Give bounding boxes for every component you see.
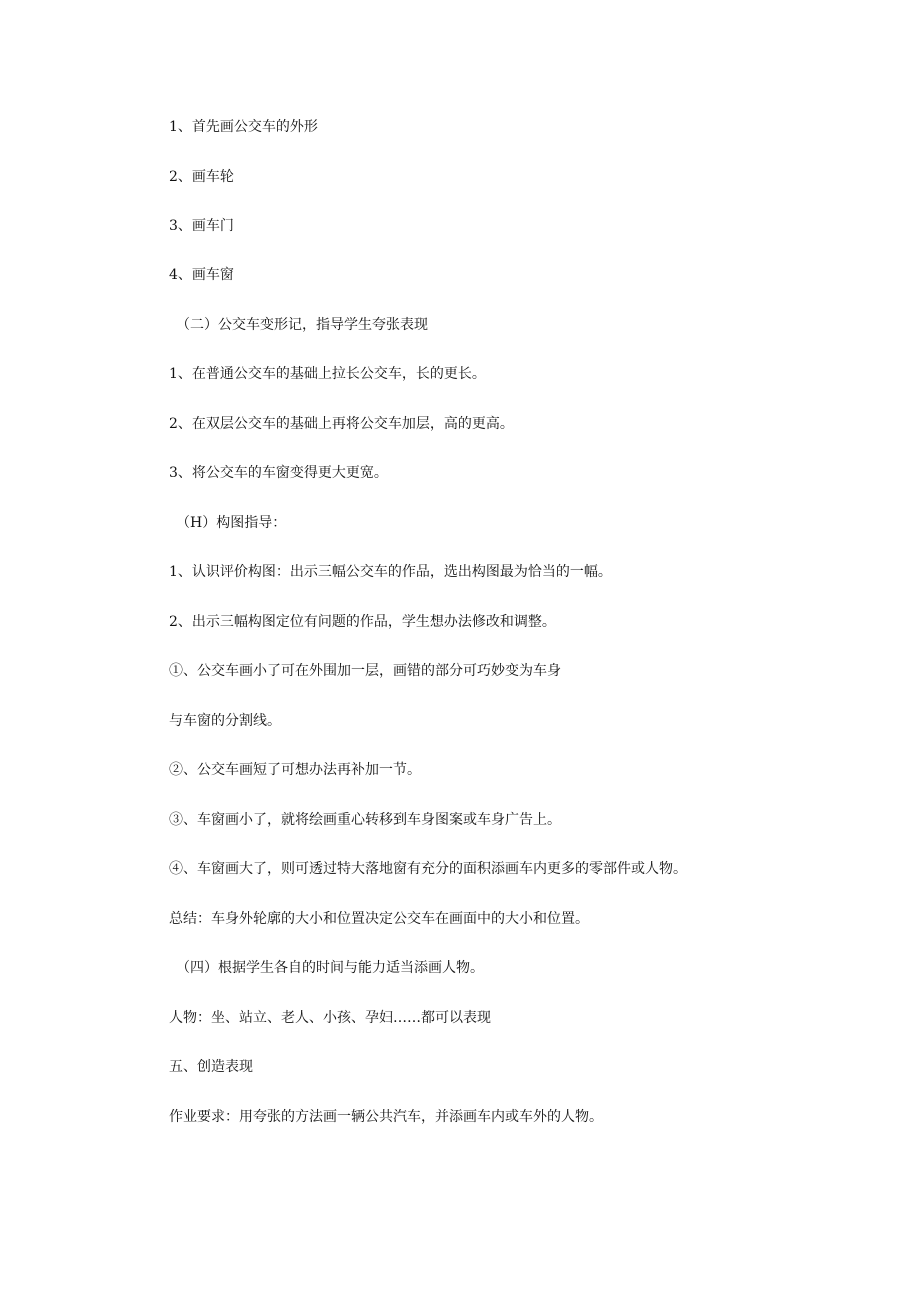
composition-item-2: 2、出示三幅构图定位有问题的作品，学生想办法修改和调整。 [169, 614, 556, 630]
summary: 总结：车身外轮廓的大小和位置决定公交车在画面中的大小和位置。 [169, 911, 589, 927]
step-draw-wheels: 2、画车轮 [169, 169, 234, 185]
figures-list: 人物：坐、站立、老人、小孩、孕妇……都可以表现 [169, 1010, 491, 1026]
fix-item-2: ②、公交车画短了可想办法再补加一节。 [169, 762, 421, 778]
section-heading-composition: （H）构图指导： [176, 515, 287, 531]
composition-item-1: 1、认识评价构图：出示三幅公交车的作品，选出构图最为恰当的一幅。 [169, 564, 612, 580]
section-heading-bus-transformation: （二）公交车变形记，指导学生夸张表现 [176, 317, 428, 333]
step-draw-windows: 4、画车窗 [169, 267, 234, 283]
step-draw-door: 3、画车门 [169, 218, 234, 234]
step-draw-bus-outline: 1、首先画公交车的外形 [169, 119, 318, 135]
transformation-item-3: 3、将公交车的车窗变得更大更宽。 [169, 465, 388, 481]
section-heading-creative-expression: 五、创造表现 [169, 1059, 253, 1075]
homework-requirement: 作业要求：用夸张的方法画一辆公共汽车，并添画车内或车外的人物。 [169, 1109, 603, 1125]
fix-item-3: ③、车窗画小了，就将绘画重心转移到车身图案或车身广告上。 [169, 812, 561, 828]
transformation-item-1: 1、在普通公交车的基础上拉长公交车，长的更长。 [169, 366, 486, 382]
transformation-item-2: 2、在双层公交车的基础上再将公交车加层，高的更高。 [169, 416, 514, 432]
fix-item-4: ④、车窗画大了，则可透过特大落地窗有充分的面积添画车内更多的零部件或人物。 [169, 861, 687, 877]
fix-item-1: ①、公交车画小了可在外围加一层，画错的部分可巧妙变为车身 [169, 663, 561, 679]
fix-item-1-continued: 与车窗的分割线。 [169, 713, 281, 729]
section-heading-add-figures: （四）根据学生各自的时间与能力适当添画人物。 [176, 960, 484, 976]
